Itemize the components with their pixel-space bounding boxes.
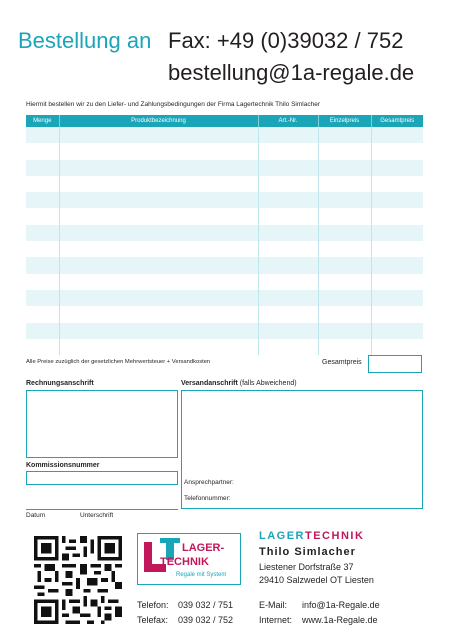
- order-cell[interactable]: [59, 208, 258, 224]
- order-row: [26, 290, 423, 306]
- order-row: [26, 306, 423, 322]
- phone-number-label: Telefonnummer:: [184, 495, 231, 502]
- logo-line2: TECHNIK: [160, 556, 209, 568]
- order-cell[interactable]: [26, 306, 59, 322]
- order-cell[interactable]: [318, 208, 371, 224]
- order-cell[interactable]: [371, 127, 423, 143]
- order-cell[interactable]: [371, 208, 423, 224]
- order-cell[interactable]: [26, 257, 59, 273]
- order-cell[interactable]: [371, 339, 423, 355]
- order-cell[interactable]: [318, 306, 371, 322]
- order-cell[interactable]: [318, 274, 371, 290]
- order-cell[interactable]: [26, 176, 59, 192]
- order-cell[interactable]: [59, 306, 258, 322]
- order-cell[interactable]: [371, 306, 423, 322]
- signature-label: Unterschrift: [80, 512, 114, 519]
- col-gesamtpreis: Gesamtpreis: [371, 115, 423, 127]
- order-cell[interactable]: [318, 339, 371, 355]
- order-table-body: [26, 127, 423, 355]
- fax-label: Telefax:: [137, 615, 169, 625]
- order-cell[interactable]: [258, 323, 318, 339]
- order-row: [26, 143, 423, 159]
- shipping-address-hint: (falls Abweichend): [239, 380, 297, 387]
- order-cell[interactable]: [26, 143, 59, 159]
- order-cell[interactable]: [258, 290, 318, 306]
- shipping-address-title: Versandanschrift: [181, 380, 238, 387]
- order-cell[interactable]: [258, 160, 318, 176]
- qr-code-icon: [34, 536, 122, 624]
- order-cell[interactable]: [258, 225, 318, 241]
- order-cell[interactable]: [258, 306, 318, 322]
- total-label: Gesamtpreis: [322, 359, 362, 366]
- order-table: [26, 115, 423, 355]
- order-cell[interactable]: [258, 127, 318, 143]
- order-cell[interactable]: [26, 274, 59, 290]
- website-link[interactable]: www.1a-Regale.de: [302, 615, 378, 625]
- order-cell[interactable]: [59, 290, 258, 306]
- commission-number-field[interactable]: [26, 471, 178, 485]
- order-cell[interactable]: [59, 176, 258, 192]
- order-cell[interactable]: [258, 339, 318, 355]
- order-cell[interactable]: [371, 143, 423, 159]
- contact-person-label: Ansprechpartner:: [184, 479, 234, 486]
- company-street: Liestener Dorfstraße 37: [259, 562, 354, 572]
- order-cell[interactable]: [318, 257, 371, 273]
- order-row: [26, 257, 423, 273]
- order-cell[interactable]: [59, 160, 258, 176]
- order-cell[interactable]: [258, 274, 318, 290]
- order-cell[interactable]: [59, 257, 258, 273]
- order-cell[interactable]: [371, 241, 423, 257]
- order-cell[interactable]: [59, 241, 258, 257]
- order-cell[interactable]: [59, 225, 258, 241]
- phone-label: Telefon:: [137, 600, 169, 610]
- shipping-address-field[interactable]: [181, 390, 423, 509]
- order-cell[interactable]: [26, 323, 59, 339]
- order-row: [26, 274, 423, 290]
- total-field[interactable]: [368, 355, 422, 373]
- signature-line: [26, 509, 178, 510]
- company-city: 29410 Salzwedel OT Liesten: [259, 575, 374, 585]
- order-row: [26, 339, 423, 355]
- order-cell[interactable]: [318, 225, 371, 241]
- logo-tagline: Regale mit System: [176, 572, 227, 578]
- email-label: E-Mail:: [259, 600, 288, 610]
- order-row: [26, 225, 423, 241]
- order-cell[interactable]: [371, 290, 423, 306]
- order-cell[interactable]: [371, 192, 423, 208]
- col-artnr: Art.-Nr.: [258, 115, 318, 127]
- order-cell[interactable]: [59, 339, 258, 355]
- order-cell[interactable]: [258, 176, 318, 192]
- order-cell[interactable]: [258, 143, 318, 159]
- order-cell[interactable]: [59, 192, 258, 208]
- order-cell[interactable]: [318, 127, 371, 143]
- order-cell[interactable]: [371, 160, 423, 176]
- billing-address-field[interactable]: [26, 390, 178, 458]
- order-cell[interactable]: [26, 208, 59, 224]
- company-logo: [137, 533, 241, 585]
- page-title: Bestellung an: [18, 28, 152, 53]
- order-cell[interactable]: [26, 339, 59, 355]
- order-cell[interactable]: [258, 192, 318, 208]
- order-cell[interactable]: [59, 143, 258, 159]
- col-menge: Menge: [26, 115, 59, 127]
- col-produktbezeichnung: Produktbezeichnung: [59, 115, 258, 127]
- order-email: bestellung@1a-regale.de: [168, 60, 415, 85]
- order-cell[interactable]: [318, 176, 371, 192]
- order-row: [26, 127, 423, 143]
- fax-value: 039 032 / 752: [178, 615, 234, 625]
- order-cell[interactable]: [59, 323, 258, 339]
- brand-part1: LAGER: [259, 530, 305, 542]
- phone-value: 039 032 / 751: [178, 600, 234, 610]
- order-cell[interactable]: [371, 225, 423, 241]
- order-cell[interactable]: [318, 241, 371, 257]
- order-row: [26, 176, 423, 192]
- price-note: Alle Preise zuzüglich der gesetzlichen Mehrwertsteuer + Versandkosten: [26, 359, 211, 365]
- logo-line1: LAGER-: [182, 542, 225, 554]
- order-cell[interactable]: [59, 274, 258, 290]
- order-cell[interactable]: [59, 127, 258, 143]
- brand-part2: TECHNIK: [305, 530, 365, 542]
- order-cell[interactable]: [371, 323, 423, 339]
- order-cell[interactable]: [318, 143, 371, 159]
- order-cell[interactable]: [258, 257, 318, 273]
- internet-label: Internet:: [259, 615, 293, 625]
- order-cell[interactable]: [26, 241, 59, 257]
- commission-number-label: Kommissionsnummer: [26, 462, 100, 469]
- order-row: [26, 323, 423, 339]
- order-cell[interactable]: [318, 192, 371, 208]
- shipping-address-label: [181, 380, 297, 387]
- order-row: [26, 192, 423, 208]
- company-brand: [259, 530, 364, 542]
- order-cell[interactable]: [371, 257, 423, 273]
- order-cell[interactable]: [258, 241, 318, 257]
- order-cell[interactable]: [318, 160, 371, 176]
- billing-address-label: Rechnungsanschrift: [26, 380, 94, 387]
- order-cell[interactable]: [26, 225, 59, 241]
- order-cell[interactable]: [26, 160, 59, 176]
- company-owner: Thilo Simlacher: [259, 546, 356, 558]
- order-cell[interactable]: [371, 176, 423, 192]
- order-cell[interactable]: [258, 208, 318, 224]
- order-cell[interactable]: [26, 290, 59, 306]
- order-cell[interactable]: [371, 274, 423, 290]
- order-table-header: [26, 115, 423, 127]
- order-cell[interactable]: [26, 127, 59, 143]
- order-cell[interactable]: [318, 290, 371, 306]
- order-row: [26, 208, 423, 224]
- order-row: [26, 160, 423, 176]
- email-link[interactable]: info@1a-Regale.de: [302, 600, 380, 610]
- col-einzelpreis: Einzelpreis: [318, 115, 371, 127]
- date-label: Datum: [26, 512, 46, 519]
- fax-number: Fax: +49 (0)39032 / 752: [168, 28, 404, 53]
- order-cell[interactable]: [26, 192, 59, 208]
- order-row: [26, 241, 423, 257]
- intro-text: Hiermit bestellen wir zu den Liefer- und Zahlungsbedingungen der Firma Lagertechnik Thilo Simlacher: [26, 101, 320, 108]
- order-cell[interactable]: [318, 323, 371, 339]
